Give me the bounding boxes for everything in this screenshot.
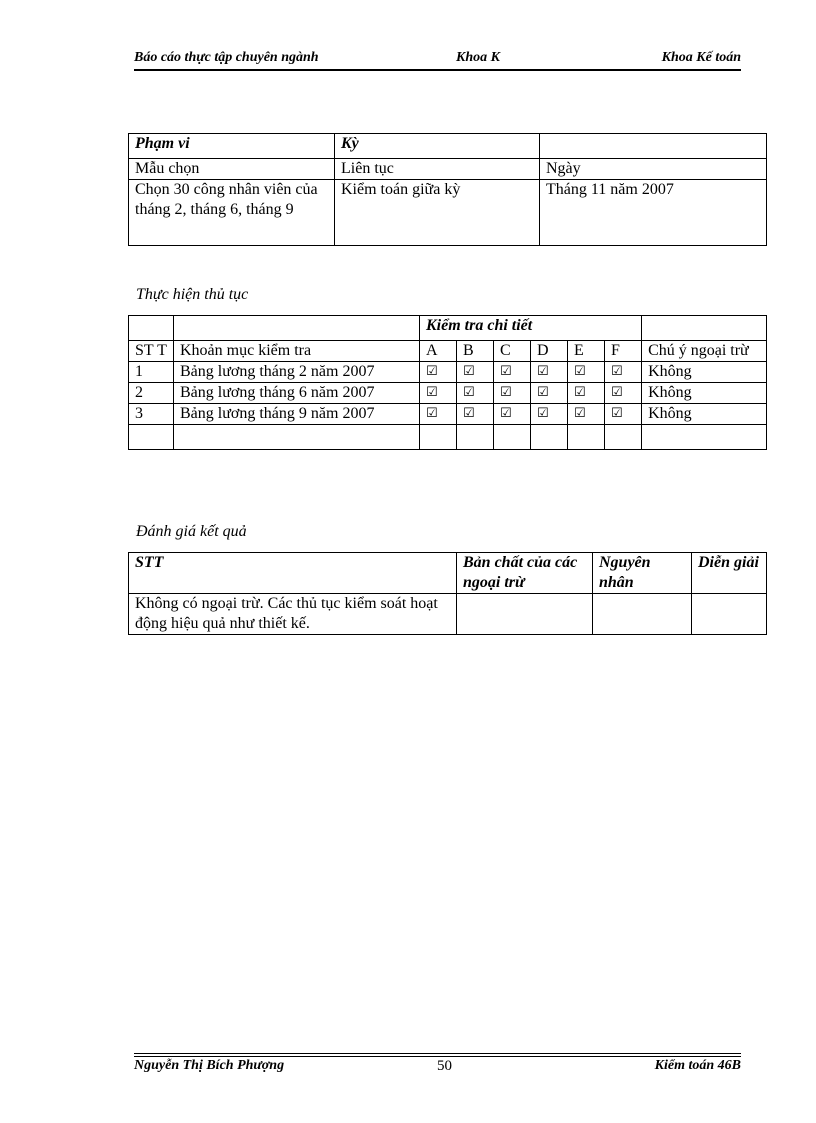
eval-cell xyxy=(457,594,593,635)
scope-cell: Tháng 11 năm 2007 xyxy=(540,180,767,246)
scope-cell: Mẫu chọn xyxy=(129,159,335,180)
table-cell xyxy=(531,425,568,450)
eval-cell xyxy=(593,594,692,635)
checkbox-icon: ☑ xyxy=(568,362,605,383)
table-cell xyxy=(494,425,531,450)
table-row xyxy=(129,404,767,425)
col-e: E xyxy=(568,341,605,362)
header-center: Khoa K xyxy=(456,50,500,65)
table-cell xyxy=(420,425,457,450)
checkbox-icon: ☑ xyxy=(420,362,457,383)
header-right: Khoa Kế toán xyxy=(661,50,741,65)
checkbox-icon: ☑ xyxy=(457,362,494,383)
table-row xyxy=(129,383,767,404)
checkbox-icon: ☑ xyxy=(457,404,494,425)
row-note: Không xyxy=(642,404,767,425)
footer-rule xyxy=(134,1053,741,1054)
footer-author: Nguyễn Thị Bích Phượng xyxy=(134,1058,285,1073)
table-row xyxy=(129,553,767,594)
table-row xyxy=(129,316,767,341)
checkbox-icon: ☑ xyxy=(605,383,642,404)
table-row xyxy=(129,362,767,383)
table-cell xyxy=(457,425,494,450)
checkbox-icon: ☑ xyxy=(568,383,605,404)
table-row xyxy=(129,134,767,159)
eval-head-stt: STT xyxy=(129,553,457,594)
table-row xyxy=(129,425,767,450)
scope-cell: Kiểm toán giữa kỳ xyxy=(335,180,540,246)
table-row xyxy=(129,159,767,180)
checkbox-icon: ☑ xyxy=(605,404,642,425)
table-row xyxy=(129,594,767,635)
checkbox-icon: ☑ xyxy=(531,383,568,404)
eval-cell xyxy=(692,594,767,635)
table-cell xyxy=(568,425,605,450)
col-item: Khoản mục kiểm tra xyxy=(174,341,420,362)
table-row xyxy=(129,180,767,246)
evaluation-table xyxy=(128,552,767,635)
scope-head-3 xyxy=(540,134,767,159)
scope-cell: Chọn 30 công nhân viên của tháng 2, tháng 6, tháng 9 xyxy=(129,180,335,246)
col-a: A xyxy=(420,341,457,362)
table-cell xyxy=(129,425,174,450)
table-cell xyxy=(174,425,420,450)
eval-head-nature: Bản chất của các ngoại trừ xyxy=(457,553,593,594)
checkbox-icon: ☑ xyxy=(494,362,531,383)
scope-head-1: Phạm vi xyxy=(129,134,335,159)
checkbox-icon: ☑ xyxy=(494,404,531,425)
table-cell xyxy=(174,316,420,341)
scope-cell: Ngày xyxy=(540,159,767,180)
row-item: Bảng lương tháng 9 năm 2007 xyxy=(174,404,420,425)
table-cell xyxy=(605,425,642,450)
col-c: C xyxy=(494,341,531,362)
checkbox-icon: ☑ xyxy=(531,404,568,425)
row-stt: 1 xyxy=(129,362,174,383)
footer-rule xyxy=(134,1056,741,1057)
checkbox-icon: ☑ xyxy=(457,383,494,404)
checkbox-icon: ☑ xyxy=(420,404,457,425)
scope-cell: Liên tục xyxy=(335,159,540,180)
procedure-title: Thực hiện thủ tục xyxy=(136,286,249,303)
table-cell xyxy=(642,425,767,450)
col-stt: ST T xyxy=(129,341,174,362)
evaluation-title: Đánh giá kết quả xyxy=(136,523,247,540)
row-item: Bảng lương tháng 2 năm 2007 xyxy=(174,362,420,383)
table-row xyxy=(129,341,767,362)
checkbox-icon: ☑ xyxy=(531,362,568,383)
scope-head-2: Kỳ xyxy=(335,134,540,159)
col-b: B xyxy=(457,341,494,362)
page-number: 50 xyxy=(437,1058,452,1074)
group-header: Kiểm tra chi tiết xyxy=(420,316,642,341)
row-note: Không xyxy=(642,383,767,404)
col-d: D xyxy=(531,341,568,362)
eval-cell: Không có ngoại trừ. Các thủ tục kiểm soát hoạt động hiệu quả như thiết kế. xyxy=(129,594,457,635)
page-header xyxy=(134,50,741,71)
checkbox-icon: ☑ xyxy=(605,362,642,383)
col-note: Chú ý ngoại trừ xyxy=(642,341,767,362)
row-stt: 2 xyxy=(129,383,174,404)
procedure-table xyxy=(128,315,767,450)
table-cell xyxy=(129,316,174,341)
checkbox-icon: ☑ xyxy=(568,404,605,425)
checkbox-icon: ☑ xyxy=(420,383,457,404)
checkbox-icon: ☑ xyxy=(494,383,531,404)
col-f: F xyxy=(605,341,642,362)
eval-head-explain: Diễn giải xyxy=(692,553,767,594)
row-stt: 3 xyxy=(129,404,174,425)
table-cell xyxy=(642,316,767,341)
footer-class: Kiểm toán 46B xyxy=(654,1058,741,1073)
row-note: Không xyxy=(642,362,767,383)
eval-head-cause: Nguyên nhân xyxy=(593,553,692,594)
row-item: Bảng lương tháng 6 năm 2007 xyxy=(174,383,420,404)
header-left: Báo cáo thực tập chuyên ngành xyxy=(134,50,319,65)
scope-table xyxy=(128,133,767,246)
